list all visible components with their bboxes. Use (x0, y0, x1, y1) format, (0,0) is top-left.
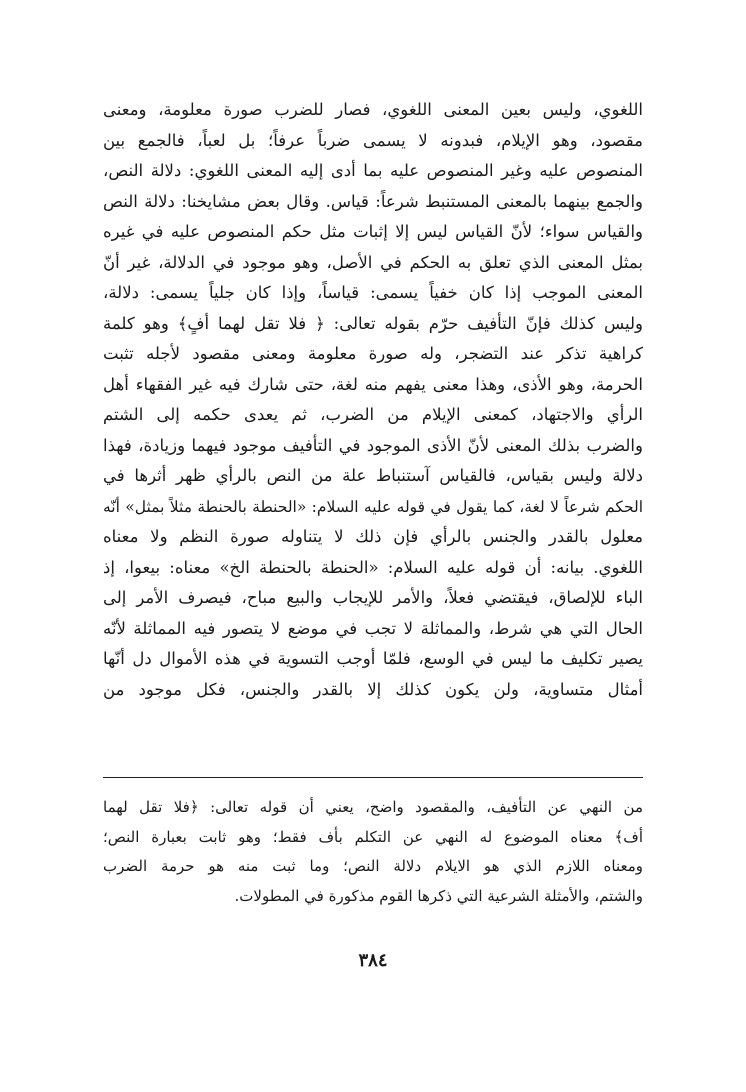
text-line: الحال التي هي شرط، والمماثلة لا تجب في موضع لا يتصور فيه المماثلة لأنّه (103, 618, 643, 638)
text-line: أمثال متساوية، ولن يكون كذلك إلا بالقدر والجنس، فكل موجود من (103, 679, 643, 699)
footnote-line: والشتم، والأمثلة الشرعية التي ذكرها القوم مذكورة في المطولات. (234, 886, 643, 905)
text-line: الحرمة، وهو الأذى، وهذا معنى يفهم منه لغة، حتى شارك فيه غير الفقهاء أهل (103, 374, 643, 394)
page-number: ٣٨٤ (358, 950, 388, 971)
footnote-line: ومعناه اللازم الذي هو الايلام دلالة النص؛ وما ثبت منه هو حرمة الضرب (103, 857, 643, 875)
text-line: مقصود، وهو الإيلام، فبدونه لا يسمى ضرباً عرفاً؛ بل لعباً، فالجمع بين (103, 130, 643, 150)
text-line: الرأي والاجتهاد، كمعنى الإيلام من الضرب، ثم يعدى حكمه إلى الشتم (103, 405, 643, 424)
text-line: بمثل المعنى الذي تعلق به الحكم في الأصل، وهو موجود في الدلالة، غير أنّ (103, 252, 643, 272)
text-line: الباء للإلصاق، فيقتضي فعلاً، والأمر للإيجاب والبيع مباح، فيصرف الأمر إلى (103, 588, 643, 607)
text-line: وليس كذلك فإنّ التأفيف حرّم بقوله تعالى: ﴿ فلا تقل لهما أفٍ﴾ وهو كلمة (103, 313, 643, 333)
text-line: يصير تكليف ما ليس في الوسع، فلمّا أوجب التسوية في هذه الأموال دل أنّها (103, 649, 643, 668)
text-line: اللغوي، وليس بعين المعنى اللغوي، فصار للضرب صورة معلومة، ومعنى (103, 100, 643, 119)
footnote-block (103, 793, 643, 911)
text-line: المنصوص عليه وغير المنصوص عليه بما أدى إليه المعنى اللغوي: دلالة النص، (103, 161, 643, 180)
text-line: دلالة وليس بقياس، فالقياس آستنباط علة من النص بالرأي ظهر أثرها في (103, 466, 643, 485)
text-line: اللغوي. بيانه: أن قوله عليه السلام: «الحنطة بالحنطة الخ» معناه: بيعوا، إذ (103, 557, 643, 577)
text-line: معلول بالقدر والجنس بالرأي فإن ذلك لا يتناوله صورة النظم ولا معناه (103, 527, 643, 546)
text-line: الحكم شرعاً لا لغة، كما يقول في قوله عليه السلام: «الحنطة بالحنطة مثلاً بمثل» أنّه (103, 497, 643, 516)
footnote-line: من النهي عن التأفيف، والمقصود واضح، يعني أن قوله تعالى: ﴿فلا تقل لهما (103, 798, 643, 816)
main-text-block (103, 95, 643, 705)
footnote-line: أف﴾ معناه الموضوع له النهي عن التكلم بأف فقط؛ وهو ثابت بعبارة النص؛ (103, 827, 643, 846)
text-line: والقياس سواء؛ لأنّ القياس ليس إلا إثبات مثل حكم المنصوص عليه في غيره (103, 222, 643, 241)
text-line: المعنى الموجب إذا كان خفياً يسمى: قياساً، وإذا كان جلياً يسمى: دلالة، (103, 283, 643, 302)
text-line: كراهية تذكر عند التضجر، وله صورة معلومة ومعنى مقصود لأجله تثبت (103, 344, 643, 363)
text-line: والجمع بينهما بالمعنى المستنبط شرعاً: قياس. وقال بعض مشايخنا: دلالة النص (103, 191, 643, 211)
footnote-divider (103, 777, 643, 778)
text-line: والضرب بذلك المعنى لأنّ الأذى الموجود في التأفيف موجود فيهما وزيادة، فهذا (103, 435, 643, 455)
